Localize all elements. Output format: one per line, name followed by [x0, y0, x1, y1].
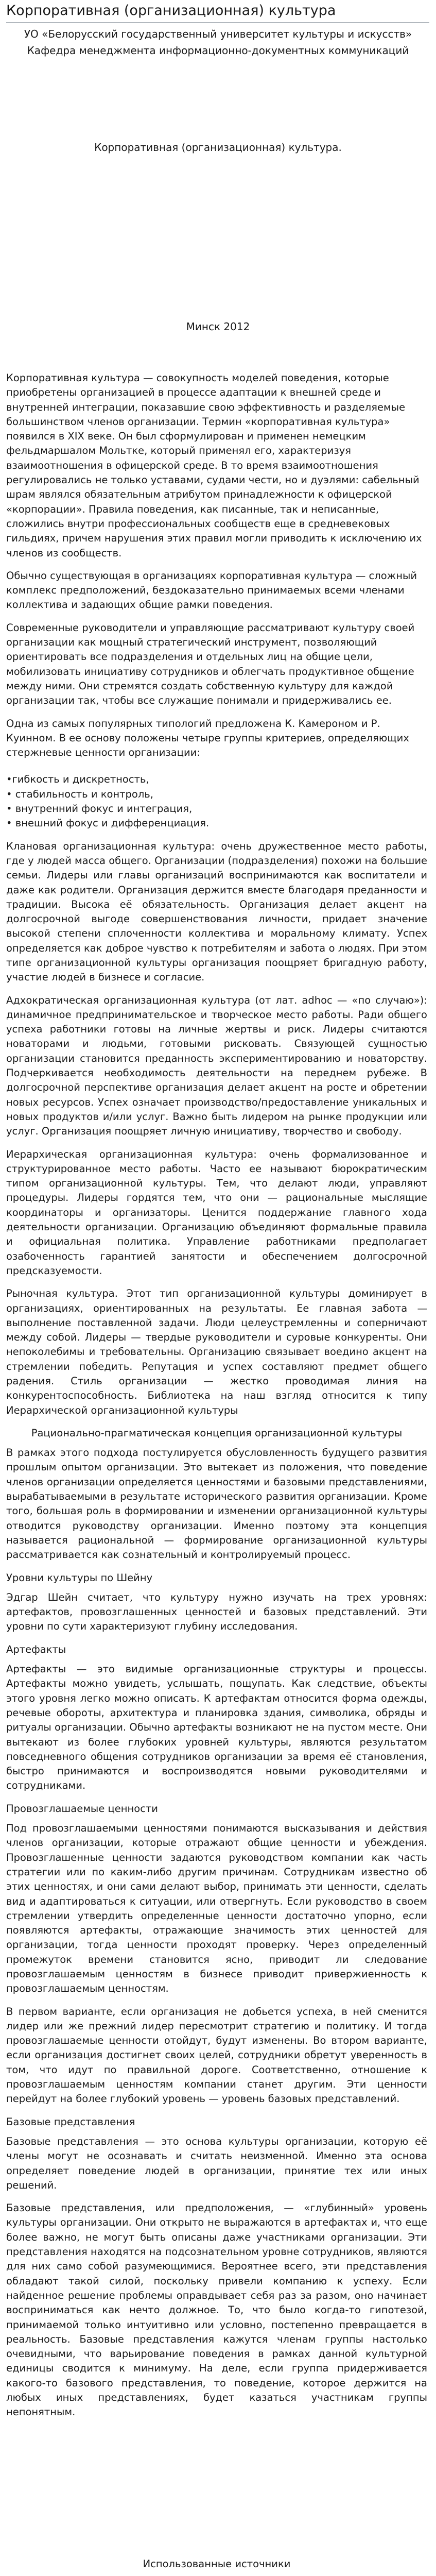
blank-line	[6, 760, 427, 772]
paragraph-values: Под провозглашаемыми ценностями понимаются высказывания и действия членов организации, которые отражают общие ценности и убеждения. Провозглашенные ценности задаются руководством компании как часть стратегии или по каким-либо другим причинам. Сотрудникам известно об этих ценностях, и они сами делают выбор, принимать эти ценности, сделать вид и адаптироваться к ситуации, или отвергнуть. Если руководство в своем стремлении утвердить определенные ценности достаточно упорно, если появляются артефакты, отражающие значимость этих ценностей для организации, тогда ценности проходят проверку. Через определенный промежуток времени становится ясно, приводит ли следование провозглашаемым ценностям в бизнесе приводит привержиенность к провозглашаемым ценностям.	[6, 1822, 427, 1995]
list-item: • стабильность и контроль,	[6, 788, 153, 800]
paragraph-schein-levels: Эдгар Шейн считает, что культуру нужно изучать на трех уровнях: артефактов, провозглашенных ценностей и базовых представлений. Эти уровни по сути характеризуют глубину исследования.	[6, 1591, 427, 1633]
city-year: Минск 2012	[186, 320, 250, 333]
institution-name: УО «Белорусский государственный университет культуры и искусств»	[24, 28, 412, 40]
list-item: • внутренний фокус и интеграция,	[6, 803, 193, 815]
paragraph-values-outcome: В первом варианте, если организация не добьется успеха, в ней сменится лидер или же прежний лидер пересмотрит стратегию и политику. И тогда провозглашаемые ценности отойдут, будут изменены. Во втором варианте, если организация достигнет своих целей, сотрудники обретут уверенность в том, что идут по правильной дороге. Соответственно, отношение к провозглашаемым ценностям компании станет другим. Эти ценности перейдут на более глубокий уровень — уровень базовых представлений.	[6, 2005, 427, 2105]
title-divider	[6, 22, 429, 23]
paragraph-managers: Современные руководители и управляющие рассматривают культуру своей организации как мощный стратегический инструмент, позволяющий ориентировать все подразделения и отдельных лиц на общие цели, мобилизовать инициативу сотрудников и облегчать продуктивное общение между ними. Они стремятся создать собственную культуру для каждой организации так, чтобы все служащие понимали и придерживались ее.	[6, 621, 415, 707]
subject-title: Корпоративная (организационная) культура.	[94, 141, 342, 154]
paragraph-artifacts: Артефакты — это видимые организационные структуры и процессы. Артефакты можно увидеть, услышать, пощупать. Как следствие, объекты этого уровня легко можно описать. К артефактам относится форма одежды, речевые обороты, архитектура и планировка здания, символика, обряды и ритуалы организации. Обычно артефакты возникают не на пустом месте. Они вытекают из более глубоких уровней культуры, являются результатом повседневного общения сотрудников организации за время её становления, быстро принимаются и воспроизводятся новыми руководителями и сотрудниками.	[6, 1663, 427, 1792]
paragraph-assumptions-detail: Базовые представления, или предположения, — «глубинный» уровень культуры организации. Они открыто не выражаются в артефактах и, что еще более важно, не могут быть описаны даже участниками организации. Эти представления находятся на подсознательном уровне сотрудников, являются для них само собой разумеющимися. Вероятнее всего, эти представления обладают такой силой, поскольку привели компанию к успеху. Если найденное решение проблемы оправдывает себя раз за разом, оно начинает восприниматься как нечто должное. То, что было когда-то гипотезой, принимаемой только интуитивно или условно, постепенно превращается в реальность. Базовые представления кажутся членам группы настолько очевидными, что варьирование поведения в рамках данной культурной единицы сводится к минимуму. На деле, если группа придерживается какого-то базового представления, то поведение, которое держится на любых иных представлениях, будет казаться участникам группы непонятным.	[6, 2202, 427, 2418]
paragraph-market-culture: Рыночная культура. Этот тип организационной культуры доминирует в организациях, ориентированных на результаты. Ее главная забота — выполнение поставленной задачи. Люди целеустремленны и соперничают между собой. Лидеры — твердые руководители и суровые конкуренты. Они непоколебимы и требовательны. Организацию связывает воедино акцент на стремлении победить. Репутация и успех составляют предмет общего радения. Стиль организации — жестко проводимая линия на конкурентоспособность. Библиотека на наш взгляд относится к типу Иерархической организационной культуры	[6, 1287, 427, 1416]
paragraph-assumptions-basis: Базовые представления — это основа культуры организации, которую её члены могут не осознавать и считать неизменной. Именно эта основа определяет поведение людей в организации, принятие тех или иных решений.	[6, 2135, 427, 2191]
list-item: •гибкость и дискретность,	[6, 773, 149, 786]
section-heading-schein: Уровни культуры по Шейну	[6, 1571, 153, 1584]
section-heading-assumptions: Базовые представления	[6, 2115, 135, 2128]
paragraph-typology: Одна из самых популярных типологий предложена К. Камероном и Р. Куинном. В ее основу положены четыре группы критериев, определяющих стержневые ценности организации:	[6, 717, 409, 759]
paragraph-definition: Обычно существующая в организациях корпоративная культура — сложный комплекс предположений, бездоказательно принимаемых всеми членами коллектива и задающих общие рамки поведения.	[6, 569, 417, 611]
paragraph-intro: Корпоративная культура — совокупность моделей поведения, которые приобретены организацией в процессе адаптации к внешней среде и внутренней интеграции, показавшие свою эффективность и разделяемые большинством членов организации. Термин «корпоративная культура» появился в XIX веке. Он был сформулирован и применен немецким фельдмаршалом Мольтке, который применял его, характеризуя взаимоотношения в офицерской среде. В то время взаимоотношения регулировались не только уставами, судами чести, но и дуэлями: сабельный шрам являлся обязательным атрибутом принадлежности к офицерской «корпорации». Правила поведения, как писанные, так и неписанные, сложились внутри профессиональных сообществ еще в средневековых гильдиях, причем нарушения этих правил могли приводить к исключению их членов из сообществ.	[6, 372, 422, 559]
paragraph-hierarchy-culture: Иерархическая организационная культура: очень формализованное и структурированное место работы. Часто ее называют бюрократическим типом организационной культуры. Тем, что делают люди, управляют процедуры. Лидеры гордятся тем, что они — рациональные мыслящие координаторы и организаторы. Ценится поддержание главного хода деятельности организации. Организацию объединяют формальные правила и официальная политика. Управление работниками предполагает озабоченность гарантией занятости и обеспечением долгосрочной предсказуемости.	[6, 1148, 427, 1277]
document-body	[6, 371, 427, 2576]
list-item: • внешний фокус и дифференциация.	[6, 817, 210, 829]
blank-space	[6, 2428, 427, 2557]
page-title: Корпоративная (организационная) культура	[6, 3, 336, 19]
criteria-list	[6, 772, 427, 831]
section-heading-artifacts: Артефакты	[6, 1643, 66, 1655]
paragraph-adhocracy-culture: Адхократическая организационная культура (от лат. adhoc — «по случаю»): динамичное предпринимательское и творческое место работы. Ради общего успеха работники готовы на личные жертвы и риск. Лидеры считаются новаторами и людьми, готовыми рисковать. Связующей сущностью организации становится преданность экспериментированию и новаторству. Подчеркивается необходимость деятельности на переднем рубеже. В долгосрочной перспективе организация делает акцент на росте и обретении новых ресурсов. Успех означает производство/предоставление уникальных и новых продуктов и/или услуг. Важно быть лидером на рынке продукции или услуг. Организация поощряет личную инициативу, творчество и свободу.	[6, 994, 427, 1138]
paragraph-clan-culture: Клановая организационная культура: очень дружественное место работы, где у людей масса общего. Организации (подразделения) похожи на большие семьи. Лидеры или главы организаций воспринимаются как воспитатели и даже как родители. Организация держится вместе благодаря преданности и традиции. Высока её обязательность. Организация делает акцент на долгосрочной выгоде совершенствования личности, придает значение высокой степени сплоченности коллектива и моральному климату. Успех определяется как доброе чувство к потребителям и забота о людях. При этом типе организационной культуры организация поощряет бригадную работу, участие людей в бизнесе и согласие.	[6, 840, 427, 984]
section-heading-values: Провозглашаемые ценности	[6, 1802, 158, 1815]
paragraph-rational-concept: В рамках этого подхода постулируется обусловленность будущего развития прошлым опытом организации. Это вытекает из положения, что поведение членов организации определяется ценностями и базовыми представлениями, вырабатываемыми в результате исторического развития организации. Кроме того, большая роль в формировании и изменении организационной культуры отводится руководству организации. Именно поэтому эта концепция называется рациональной — формирование организационной культуры рассматривается как сознательный и контролируемый процесс.	[6, 1447, 427, 1561]
section-heading-rational: Рационально-прагматическая концепция организационной культуры	[31, 1427, 403, 1439]
references-heading: Использованные источники	[143, 2557, 291, 2570]
department-name: Кафедра менеджмента информационно-документных коммуникаций	[27, 44, 409, 57]
